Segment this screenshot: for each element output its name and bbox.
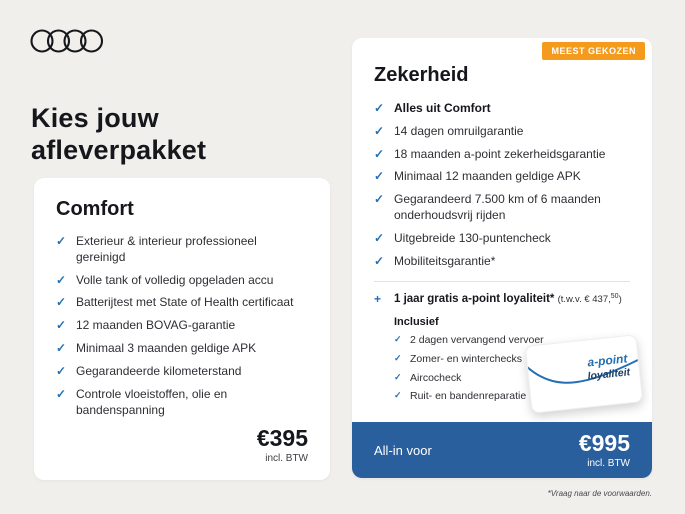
feature-item — [56, 364, 308, 380]
comfort-price-note: incl. BTW — [265, 453, 308, 464]
feature-item — [374, 124, 630, 140]
feature-text: Exterieur & interieur professioneel gereinigd — [76, 234, 257, 264]
feature-item — [374, 254, 630, 270]
feature-item — [374, 147, 630, 163]
loyalty-offer-title: 1 jaar gratis a-point loyaliteit* — [394, 292, 555, 305]
comfort-title: Comfort — [56, 198, 134, 220]
comfort-feature-list — [56, 234, 308, 418]
check-icon: ✓ — [394, 352, 402, 363]
audi-rings-logo — [28, 28, 106, 54]
feature-text: 18 maanden a-point zekerheidsgarantie — [394, 146, 606, 161]
terms-footnote: *Vraag naar de voorwaarden. — [547, 489, 652, 498]
feature-item — [56, 341, 308, 357]
inclusief-label: Inclusief — [394, 316, 439, 329]
check-icon: ✓ — [394, 390, 402, 401]
all-in-label: All-in voor — [374, 442, 432, 458]
zekerheid-price: €995 — [578, 429, 630, 456]
sub-feature-text: Ruit- en bandenreparatie — [410, 390, 527, 403]
loyalty-card-word: loyaliteit — [587, 366, 631, 383]
feature-item — [56, 387, 308, 419]
zekerheid-package-card[interactable] — [352, 38, 652, 478]
check-icon: ✓ — [56, 386, 67, 401]
feature-item — [56, 318, 308, 334]
sub-feature-text: Zomer- en winterchecks — [410, 352, 523, 365]
loyalty-offer-row — [374, 292, 630, 308]
sub-feature-text: 2 dagen vervangend vervoer — [410, 334, 544, 347]
zekerheid-price-note: incl. BTW — [587, 457, 630, 469]
feature-text: 14 dagen omruilgarantie — [394, 123, 524, 138]
feature-text: Controle vloeistoffen, olie en bandenspanning — [76, 386, 228, 417]
feature-item — [56, 295, 308, 311]
check-icon: ✓ — [374, 230, 385, 245]
check-icon: ✓ — [374, 101, 385, 115]
check-icon: ✓ — [374, 192, 385, 207]
zekerheid-price-block — [578, 429, 630, 469]
check-icon: ✓ — [56, 234, 67, 248]
feature-text: Volle tank of volledig opgeladen accu — [76, 272, 274, 287]
check-icon: ✓ — [374, 146, 385, 161]
feature-item — [374, 169, 630, 185]
feature-text: Gegarandeerde kilometerstand — [76, 363, 242, 378]
check-icon: ✓ — [374, 169, 385, 184]
check-icon: ✓ — [394, 371, 402, 382]
comfort-price: €395 — [256, 425, 308, 451]
feature-item — [56, 234, 308, 266]
feature-text: Mobiliteitsgarantie* — [394, 253, 496, 268]
loyalty-card-graphic — [525, 334, 643, 413]
page-title: Kies jouw afleverpakket — [31, 103, 207, 166]
divider — [374, 281, 630, 282]
feature-item — [374, 101, 630, 117]
loyalty-card-brand: a-point — [586, 351, 629, 370]
feature-text: Uitgebreide 130-puntencheck — [394, 230, 551, 245]
feature-text: Batterijtest met State of Health certificaat — [76, 295, 294, 310]
feature-text: Minimaal 12 maanden geldige APK — [394, 169, 581, 184]
feature-item — [56, 273, 308, 289]
comfort-price-block — [257, 427, 308, 464]
plus-icon: + — [374, 291, 382, 306]
feature-text: Minimaal 3 maanden geldige APK — [76, 341, 257, 356]
check-icon: ✓ — [56, 341, 67, 356]
check-icon: ✓ — [374, 253, 385, 268]
most-chosen-badge: MEEST GEKOZEN — [542, 42, 645, 60]
check-icon: ✓ — [394, 334, 402, 345]
zekerheid-title: Zekerheid — [374, 64, 469, 86]
check-icon: ✓ — [56, 318, 67, 333]
feature-text: 12 maanden BOVAG-garantie — [76, 318, 236, 333]
price-footer — [352, 422, 652, 478]
feature-item — [374, 192, 630, 224]
loyalty-card-text — [586, 352, 631, 382]
check-icon: ✓ — [374, 123, 385, 138]
loyalty-offer-value: (t.w.v. € 437,50) — [557, 292, 622, 305]
check-icon: ✓ — [56, 272, 67, 287]
feature-item — [374, 231, 630, 247]
sub-feature-text: Aircocheck — [410, 371, 462, 384]
check-icon: ✓ — [56, 295, 67, 310]
zekerheid-feature-list — [374, 101, 630, 270]
feature-text: Alles uit Comfort — [394, 101, 491, 115]
audi-rings-icon — [28, 28, 106, 54]
feature-text: Gegarandeerd 7.500 km of 6 maanden onderhoudsvrij rijden — [394, 192, 601, 223]
loyalty-offer-text — [394, 292, 622, 307]
check-icon: ✓ — [56, 363, 67, 378]
comfort-package-card[interactable] — [34, 178, 330, 480]
